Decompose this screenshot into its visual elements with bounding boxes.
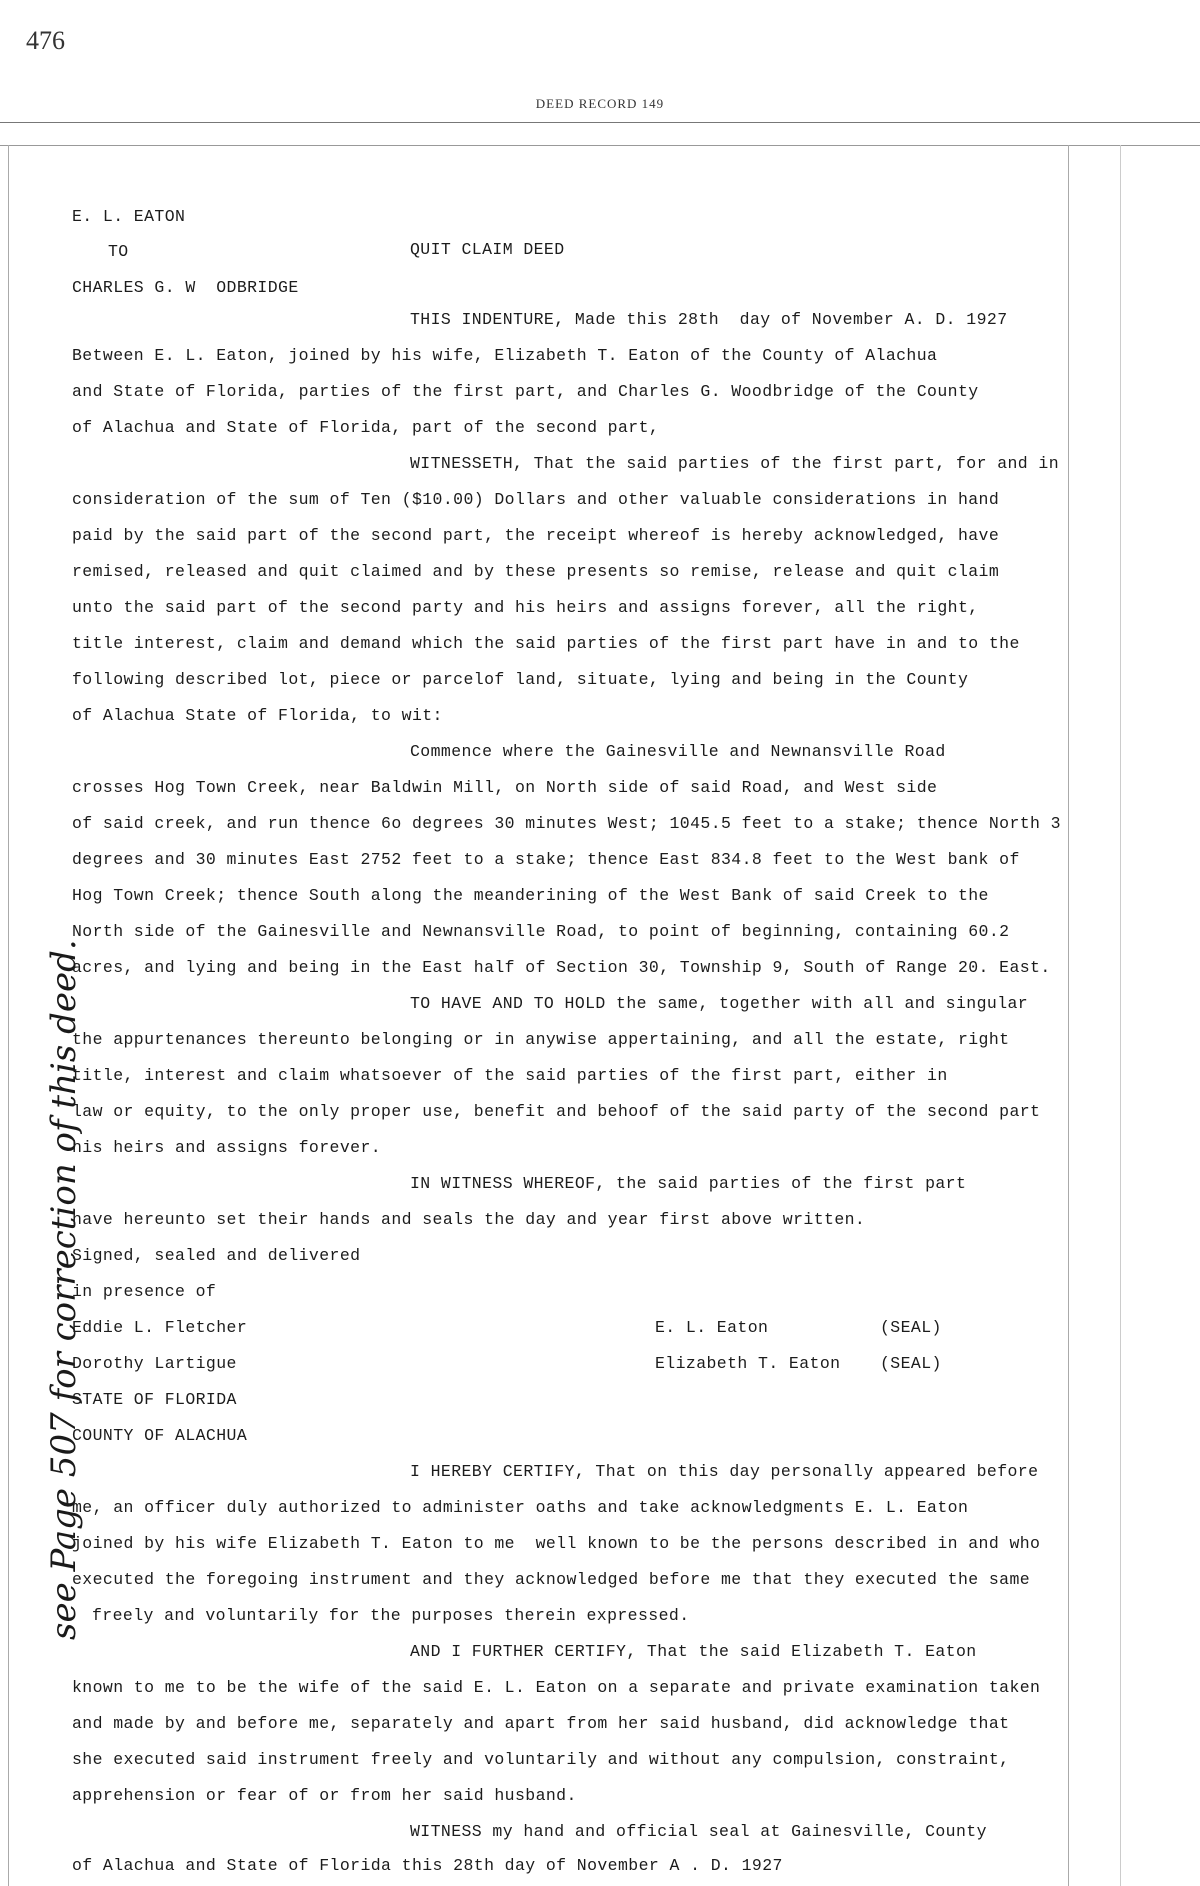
body-line: of Alachua State of Florida, to wit: [72, 706, 443, 725]
body-line: unto the said part of the second party and his heirs and assigns forever, all the right, [72, 598, 979, 617]
certification-line: freely and voluntarily for the purposes therein expressed. [92, 1606, 690, 1625]
certification-line: she executed said instrument freely and voluntarily and without any compulsion, constraint, [72, 1750, 1010, 1769]
to-label: TO [108, 242, 129, 261]
witness-name: Eddie L. Fletcher [72, 1318, 248, 1337]
county-label: COUNTY OF ALACHUA [72, 1426, 248, 1445]
body-line: and State of Florida, parties of the first part, and Charles G. Woodbridge of the County [72, 382, 979, 401]
grantee-name: CHARLES G. W ODBRIDGE [72, 278, 299, 297]
seal-mark: (SEAL) [880, 1318, 942, 1337]
body-line: WITNESSETH, That the said parties of the first part, for and in [410, 454, 1060, 473]
right-margin-line [1068, 145, 1069, 1886]
state-label: STATE OF FLORIDA [72, 1390, 237, 1409]
certification-line: joined by his wife Elizabeth T. Eaton to me well known to be the persons described in and who [72, 1534, 1041, 1553]
body-line: degrees and 30 minutes East 2752 feet to a stake; thence East 834.8 feet to the West bank of [72, 850, 1020, 869]
handwritten-margin-note: see Page 507 for correction of this deed. [44, 939, 84, 1640]
certification-line: and made by and before me, separately and apart from her said husband, did acknowledge that [72, 1714, 1010, 1733]
body-line: his heirs and assigns forever. [72, 1138, 382, 1157]
page-number: 476 [26, 26, 65, 55]
deed-type-title: QUIT CLAIM DEED [410, 240, 565, 259]
certification-line: apprehension or fear of or from her said husband. [72, 1786, 577, 1805]
outer-margin-line [1120, 145, 1121, 1886]
body-line: consideration of the sum of Ten ($10.00) Dollars and other valuable considerations in hand [72, 490, 1000, 509]
body-line: crosses Hog Town Creek, near Baldwin Mill, on North side of said Road, and West side [72, 778, 938, 797]
left-margin-line [8, 145, 9, 1886]
body-line: following described lot, piece or parcelof land, situate, lying and being in the County [72, 670, 969, 689]
body-line: of Alachua and State of Florida, part of the second part, [72, 418, 660, 437]
body-line: of said creek, and run thence 6o degrees 30 minutes West; 1045.5 feet to a stake; thence North 3 [72, 814, 1061, 833]
body-line: in presence of [72, 1282, 217, 1301]
grantor-name: E. L. EATON [72, 207, 186, 226]
signer-name: E. L. Eaton [655, 1318, 769, 1337]
certification-line: me, an officer duly authorized to administer oaths and take acknowledgments E. L. Eaton [72, 1498, 969, 1517]
certification-line: I HEREBY CERTIFY, That on this day personally appeared before [410, 1462, 1039, 1481]
certification-line: of Alachua and State of Florida this 28th day of November A . D. 1927 [72, 1856, 783, 1875]
certification-line: WITNESS my hand and official seal at Gainesville, County [410, 1822, 987, 1841]
body-line: the appurtenances thereunto belonging or in anywise appertaining, and all the estate, right [72, 1030, 1010, 1049]
certification-line: executed the foregoing instrument and they acknowledged before me that they executed the same [72, 1570, 1031, 1589]
body-line: have hereunto set their hands and seals the day and year first above written. [72, 1210, 866, 1229]
body-line: Hog Town Creek; thence South along the meanderining of the West Bank of said Creek to the [72, 886, 989, 905]
body-line: paid by the said part of the second part, the receipt whereof is hereby acknowledged, have [72, 526, 1000, 545]
seal-mark: (SEAL) [880, 1354, 942, 1373]
body-line: title interest, claim and demand which the said parties of the first part have in and to the [72, 634, 1020, 653]
body-line: Commence where the Gainesville and Newnansville Road [410, 742, 946, 761]
certification-line: known to me to be the wife of the said E. L. Eaton on a separate and private examination taken [72, 1678, 1041, 1697]
body-line: THIS INDENTURE, Made this 28th day of November A. D. 1927 [410, 310, 1008, 329]
body-line: law or equity, to the only proper use, benefit and behoof of the said party of the second part [72, 1102, 1041, 1121]
body-line: title, interest and claim whatsoever of the said parties of the first part, either in [72, 1066, 948, 1085]
witness-name: Dorothy Lartigue [72, 1354, 237, 1373]
body-line: remised, released and quit claimed and by these presents so remise, release and quit claim [72, 562, 1000, 581]
body-line: TO HAVE AND TO HOLD the same, together with all and singular [410, 994, 1029, 1013]
top-rule [0, 122, 1200, 123]
header-rule [0, 145, 1200, 146]
certification-line: AND I FURTHER CERTIFY, That the said Elizabeth T. Eaton [410, 1642, 977, 1661]
body-line: Signed, sealed and delivered [72, 1246, 361, 1265]
body-line: acres, and lying and being in the East half of Section 30, Township 9, South of Range 20. East. [72, 958, 1051, 977]
record-title: DEED RECORD 149 [535, 96, 665, 111]
signer-name: Elizabeth T. Eaton [655, 1354, 841, 1373]
body-line: IN WITNESS WHEREOF, the said parties of the first part [410, 1174, 967, 1193]
body-line: North side of the Gainesville and Newnansville Road, to point of beginning, containing 60.2 [72, 922, 1010, 941]
body-line: Between E. L. Eaton, joined by his wife, Elizabeth T. Eaton of the County of Alachua [72, 346, 938, 365]
